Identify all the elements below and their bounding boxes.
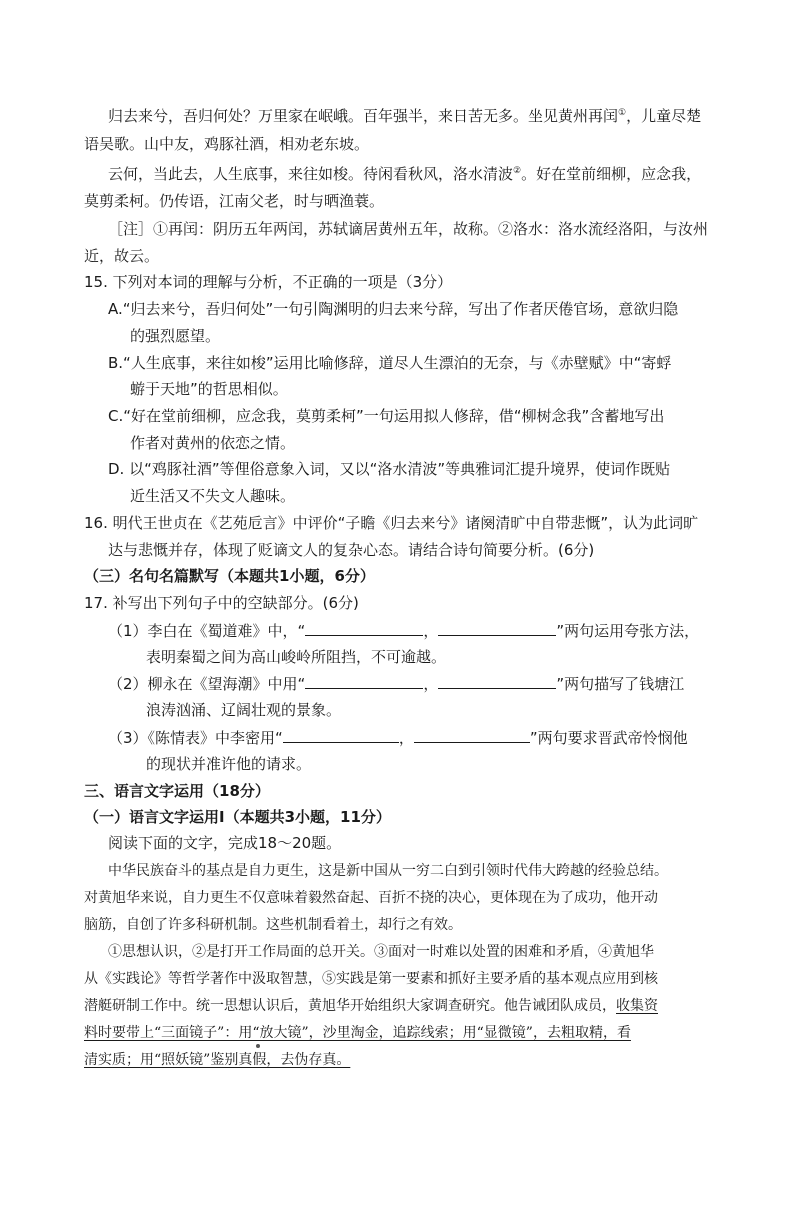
fill-item-1: 表明秦蜀之间为高山峻岭所阻挡，不可逾越。 [146,648,447,666]
fill-item-2: （2）柳永在《望海潮》中用“ ， ”两句描写了钱塘江 [108,672,684,695]
ink-dot [256,1044,260,1048]
section-heading: （三）名句名篇默写（本题共1小题，6分） [84,567,375,585]
passage-line: 潜艇研制工作中。统一思想认识后，黄旭华开始组织大家调查研究。他告诫团队成员，收集资 [84,998,658,1014]
fill-item-2: 浪涛汹涌、辽阔壮观的景象。 [146,701,342,719]
option-b: 蝣于天地”的哲思相似。 [130,380,288,398]
poem-line: 莫剪柔柯。仍传语，江南父老，时与晒渔蓑。 [84,192,385,210]
passage-line: ①思想认识，②是打开工作局面的总开关。③面对一时难以处置的困难和矛盾，④黄旭华 [108,944,654,960]
passage-line: 从《实践论》等哲学著作中汲取智慧，⑤实践是第一要素和抓好主要矛盾的基本观点应用到核 [84,971,658,987]
fill-item-1: （1）李白在《蜀道难》中，“ ， ”两句运用夸张方法， [108,619,699,642]
fill-item-3: （3）《陈情表》中李密用“ ， ”两句要求晋武帝怜悯他 [108,726,688,749]
question-17-stem: 17. 补写出下列句子中的空缺部分。(6分) [84,594,359,612]
option-a: 的强烈愿望。 [130,327,221,345]
poem-line: 语吴歌。山中友，鸡豚社酒，相劝老东坡。 [84,135,370,153]
part-heading: 三、语言文字运用（18分） [84,782,270,800]
option-b: B.“人生底事，来往如梭”运用比喻修辞，道尽人生漂泊的无奈，与《赤壁赋》中“寄蜉 [108,354,672,372]
subsection-heading: （一）语言文字运用Ⅰ（本题共3小题，11分） [84,808,391,826]
question-15-stem: 15. 下列对本词的理解与分析，不正确的一项是（3分） [84,273,453,291]
option-d: D. 以“鸡豚社酒”等俚俗意象入词，又以“洛水清波”等典雅词汇提升境界，使词作既贴 [108,460,671,478]
answer-blank[interactable] [438,619,556,636]
answer-blank[interactable] [414,726,530,743]
underlined-text: 清实质；用“照妖镜”鉴别真假，去伪存真。 [84,1052,351,1068]
question-16-stem: 16. 明代王世贞在《艺苑卮言》中评价“子瞻《归去来兮》诸阕清旷中自带悲慨”，认为此词旷 [84,514,699,532]
answer-blank[interactable] [305,672,423,689]
passage-line: 脑筋，自创了许多科研机制。这些机制看着土，却行之有效。 [84,917,462,933]
poem-line: 云何，当此去，人生底事，来往如梭。待闲看秋风，洛水清波②。好在堂前细柳，应念我， [108,165,702,183]
poem-line: 归去来兮，吾归何处？万里家在岷峨。百年强半，来日苦无多。坐见黄州再闰①，儿童尽楚 [108,107,702,125]
option-c: 作者对黄州的依恋之情。 [130,434,296,452]
poem-note: 近，故云。 [84,247,160,265]
option-d: 近生活又不失文人趣味。 [130,487,296,505]
option-c: C.“好在堂前细柳，应念我，莫剪柔柯”一句运用拟人修辞，借“柳树念我”含蓄地写出 [108,407,665,425]
question-16-stem: 达与悲慨并存，体现了贬谪文人的复杂心态。请结合诗句简要分析。(6分) [108,541,595,559]
passage-line: 中华民族奋斗的基点是自力更生，这是新中国从一穷二白到引领时代伟大跨越的经验总结。 [108,863,668,879]
fill-item-3: 的现状并准许他的请求。 [146,755,312,773]
underlined-text: 收集资 [616,998,658,1014]
answer-blank[interactable] [283,726,399,743]
underlined-text: 料时要带上“三面镜子”：用“放大镜”，沙里淘金，追踪线索；用“显微镜”，去粗取精，看 [84,1025,631,1041]
passage-line: 对黄旭华来说，自力更生不仅意味着毅然奋起、百折不挠的决心，更体现在为了成功，他开动 [84,890,658,906]
answer-blank[interactable] [305,619,423,636]
instruction: 阅读下面的文字，完成18～20题。 [108,834,342,852]
answer-blank[interactable] [438,672,556,689]
option-a: A.“归去来兮，吾归何处”一句引陶渊明的归去来兮辞，写出了作者厌倦官场，意欲归隐 [108,300,679,318]
poem-note: ［注］①再闰：阴历五年两闰，苏轼谪居黄州五年，故称。②洛水：洛水流经洛阳，与汝州 [108,220,709,238]
